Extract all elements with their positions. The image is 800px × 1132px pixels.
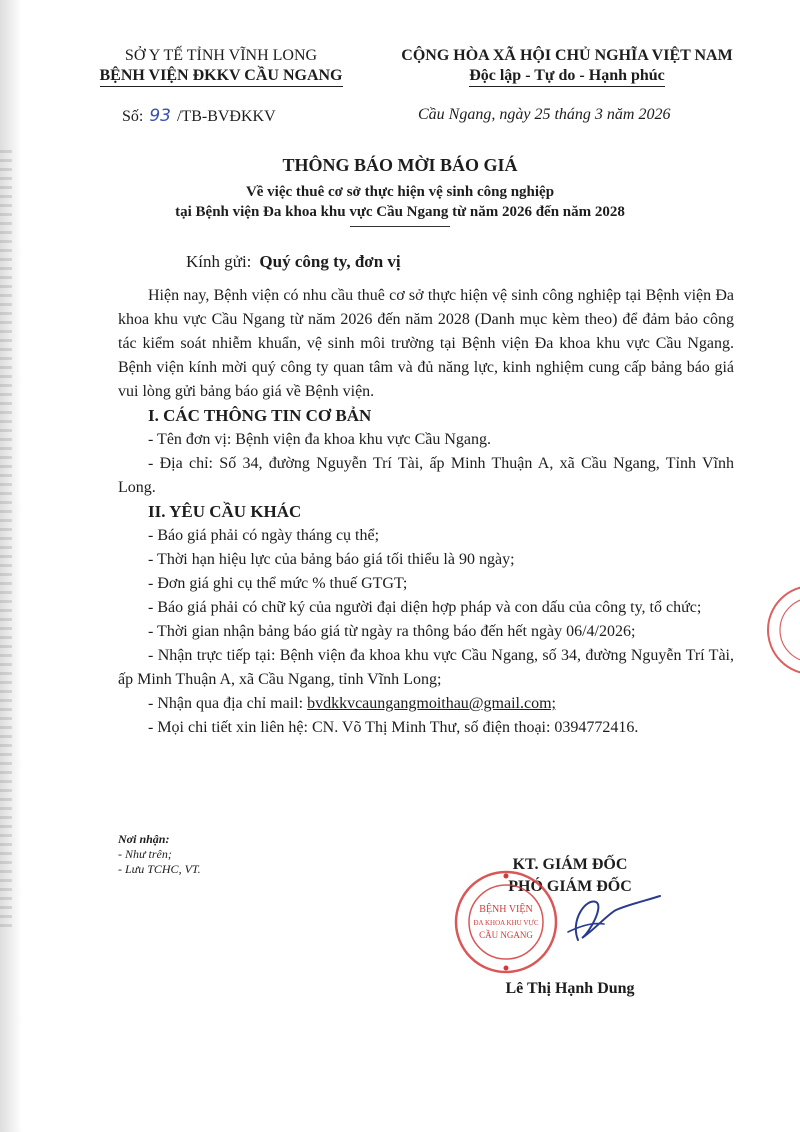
agency-line1: SỞ Y TẾ TỈNH VĨNH LONG <box>124 47 318 64</box>
section1-item: - Tên đơn vị: Bệnh viện đa khoa khu vực Cầu Ngang. <box>148 431 491 448</box>
document-number <box>122 106 276 126</box>
doc-number-suffix: /TB-BVĐKKV <box>176 108 276 125</box>
section2-item: - Báo giá phải có ngày tháng cụ thể; <box>148 527 380 544</box>
doc-number-handwritten: 93 <box>149 106 171 126</box>
subtitle-line1: Về việc thuê cơ sở thực hiện vệ sinh công nghiệp <box>245 184 555 200</box>
nation-header <box>372 46 762 87</box>
section2-item: - Thời hạn hiệu lực của bảng báo giá tối thiểu là 90 ngày; <box>148 551 515 568</box>
signer-name: Lê Thị Hạnh Dung <box>505 980 635 997</box>
stamp-text-line2: ĐA KHOA KHU VỰC <box>473 919 539 927</box>
section2-item: - Đơn giá ghi cụ thể mức % thuế GTGT; <box>148 575 408 592</box>
agency-line2: BỆNH VIỆN ĐKKV CẦU NGANG <box>76 66 366 87</box>
issue-date: Cầu Ngang, ngày 25 tháng 3 năm 2026 <box>418 106 671 123</box>
intro-paragraph: Hiện nay, Bệnh viện có nhu cầu thuê cơ sở thực hiện vệ sinh công nghiệp tại Bệnh viện Đa khoa khu vực Cầu Ngang từ năm 2026 đến năm 2028 (Danh mục kèm theo) để đảm bảo công tác kiểm soát nhiễm khuẩn, vệ sinh môi trường tại Bệnh viện Đa khoa khu vực Cầu Ngang. Bệnh viện kính mời quý công ty quan tâm và đủ năng lực, kinh nghiệm cung cấp bảng báo giá vui lòng gửi bảng báo giá về Bệnh viện. <box>118 287 734 400</box>
partial-seal-edge <box>760 580 800 680</box>
section2-item: - Thời gian nhận bảng báo giá từ ngày ra thông báo đến hết ngày 06/4/2026; <box>148 623 636 640</box>
document-body <box>118 284 734 740</box>
contact-line: - Mọi chi tiết xin liên hệ: CN. Võ Thị Minh Thư, số điện thoại: 0394772416. <box>148 719 639 736</box>
document-title: THÔNG BÁO MỜI BÁO GIÁ <box>282 155 518 175</box>
doc-number-label: Số: <box>122 108 144 125</box>
signature-line2: PHÓ GIÁM ĐỐC <box>508 878 632 895</box>
section1-item: - Địa chỉ: Số 34, đường Nguyễn Trí Tài, ấp Minh Thuận A, xã Cầu Ngang, Tỉnh Vĩnh Long. <box>118 455 734 496</box>
section2-item: - Báo giá phải có chữ ký của người đại diện hợp pháp và con dấu của công ty, tổ chức; <box>148 599 702 616</box>
section1-heading: I. CÁC THÔNG TIN CƠ BẢN <box>148 406 372 425</box>
salutation-label: Kính gửi: <box>186 252 252 271</box>
recipients-block <box>118 832 201 877</box>
agency-header <box>76 46 366 87</box>
recipients-title: Nơi nhận: <box>118 832 170 846</box>
handwritten-signature <box>520 880 670 960</box>
section2-heading: II. YÊU CẦU KHÁC <box>148 502 302 521</box>
nation-line2: Độc lập - Tự do - Hạnh phúc <box>372 66 762 87</box>
nation-line1: CỘNG HÒA XÃ HỘI CHỦ NGHĨA VIỆT NAM <box>401 47 733 64</box>
title-divider <box>350 226 450 227</box>
email-line: - Nhận qua địa chỉ mail: bvdkkvcaungangmoithau@gmail.com; <box>148 695 556 712</box>
subtitle-line2: tại Bệnh viện Đa khoa khu vực Cầu Ngang từ năm 2026 đến năm 2028 <box>175 204 625 220</box>
stamp-text-line1: BỆNH VIỆN <box>479 904 533 915</box>
salutation-recipient: Quý công ty, đơn vị <box>259 252 401 271</box>
email-link[interactable]: bvdkkvcaungangmoithau@gmail.com; <box>307 695 556 712</box>
signature-line1: KT. GIÁM ĐỐC <box>512 856 628 873</box>
salutation <box>186 252 401 272</box>
recipient-item: - Lưu TCHC, VT. <box>118 862 201 876</box>
recipient-item: - Như trên; <box>118 847 172 861</box>
stamp-text-line3: CẦU NGANG <box>479 930 533 940</box>
scan-edge-noise <box>0 150 12 930</box>
section2-item: - Nhận trực tiếp tại: Bệnh viện đa khoa khu vực Cầu Ngang, số 34, đường Nguyễn Trí Tài, ấp Minh Thuận A, xã Cầu Ngang, tỉnh Vĩnh Long; <box>118 647 734 688</box>
